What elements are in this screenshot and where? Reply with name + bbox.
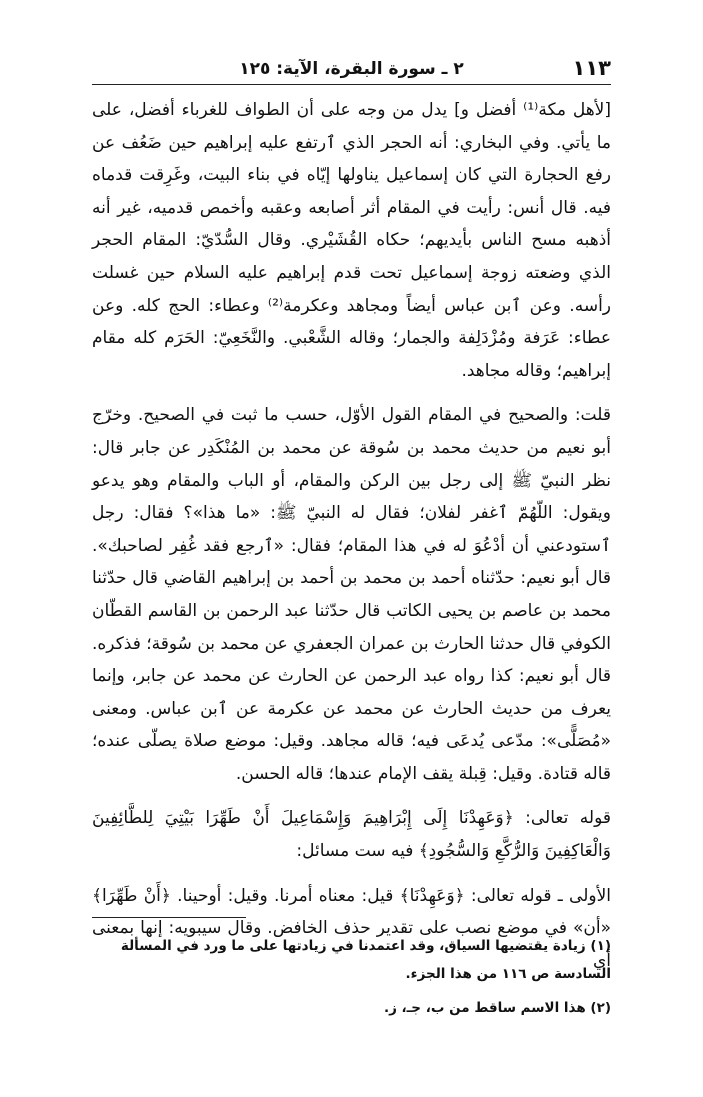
page-number: ١١٣	[572, 56, 611, 80]
running-header	[92, 50, 611, 85]
footnote-1: (١) زيادة يقتضيها السياق، وقد اعتمدنا في زيادتها على ما ورد في المسألة السادسة ص ١١٦ من هذا الجزء.	[120, 938, 611, 982]
paragraph-3: قوله تعالى: ﴿وَعَهِدْنَا إِلَى إِبْرَاهِيمَ وَإِسْمَاعِيلَ أَنْ طَهِّرَا بَيْتِيَ لِلطَّائِفِينَ وَالْعَاكِفِينَ وَالرُّكَّعِ وَالسُّجُودِ﴾ فيه ست مسائل:	[92, 808, 611, 862]
paragraph-2: قلت: والصحيح في المقام القول الأوّل، حسب ما ثبت في الصحيح. وخرّج أبو نعيم من حديث محمد بن سُوقة عن محمد بن المُنْكَدِر عن جابر قال: نظر النبيّ ﷺ إلى رجل بين الركن والمقام، أو الباب والمقام وهو يدعو ويقول: اللّهُمّ ٱغفر لفلان؛ فقال له النبيّ ﷺ: «ما هذا»؟ فقال: رجل ٱستودعني أن أدْعُوَ له في هذا المقام؛ فقال: «ٱرجع فقد غُفِر لصاحبك». قال أبو نعيم: حدّثناه أحمد بن محمد بن أحمد بن إبراهيم القاضي قال حدّثنا محمد بن عاصم بن يحيى الكاتب قال حدّثنا عبد الرحمن بن القاسم القطّان الكوفي قال حدثنا الحارث بن عمران الجعفري عن محمد بن سُوقة؛ فذكره. قال أبو نعيم: كذا رواه عبد الرحمن عن الحارث عن محمد عن جابر، وإنما يعرف من حديث الحارث عن محمد عن عكرمة عن ٱبن عباس. ومعنى «مُصَلًّى»: مدّعى يُدعَى فيه؛ قاله مجاهد. وقيل: موضع صلاة يصلّى عنده؛ قاله قتادة. وقيل: قِبلة يقف الإمام عندها؛ قاله الحسن.	[92, 405, 611, 784]
paragraph-1: [لأهل مكة⁽¹⁾ أفضل و] يدل من وجه على أن الطواف للغرباء أفضل، على ما يأتي. وفي البخاري: أنه الحجر الذي ٱرتفع عليه إبراهيم حين ضَعُف عن رفع الحجارة التي كان إسماعيل يناولها إيّاه في بناء البيت، وغَرِقت قدماه فيه. قال أنس: رأيت في المقام أثر أصابعه وعقبه وأخمص قدميه، غير أنه أذهبه مسح الناس بأيديهم؛ حكاه القُشَيْري. وقال السُّدّيّ: المقام الحجر الذي وضعته زوجة إسماعيل تحت قدم إبراهيم عليه السلام حين غسلت رأسه. وعن ٱبن عباس أيضاً ومجاهد وعكرمة⁽²⁾ وعطاء: الحج كله. وعن عطاء: عَرَفة ومُزْدَلِفة والجمار؛ وقاله الشَّعْبي. والنَّخَعِيّ: الحَرَم كله مقام إبراهيم؛ وقاله مجاهد.	[92, 100, 612, 381]
main-text	[92, 94, 611, 977]
paragraph-4: الأولى ـ قوله تعالى: ﴿وَعَهِدْنَا﴾ قيل: معناه أمرنا. وقيل: أوحينا. ﴿أَنْ طَهِّرَا﴾ «أن» في موضع نصب على تقدير حذف الخافض. وقال سيبويه: إنها بمعنى أي	[92, 885, 611, 971]
footnote-separator	[92, 917, 246, 918]
footnote-2: (٢) هذا الاسم ساقط من ب، جـ، ز.	[383, 1000, 611, 1016]
footnotes	[92, 932, 611, 1028]
running-title: ٢ ـ سورة البقرة، الآية: ١٢٥	[239, 59, 464, 79]
